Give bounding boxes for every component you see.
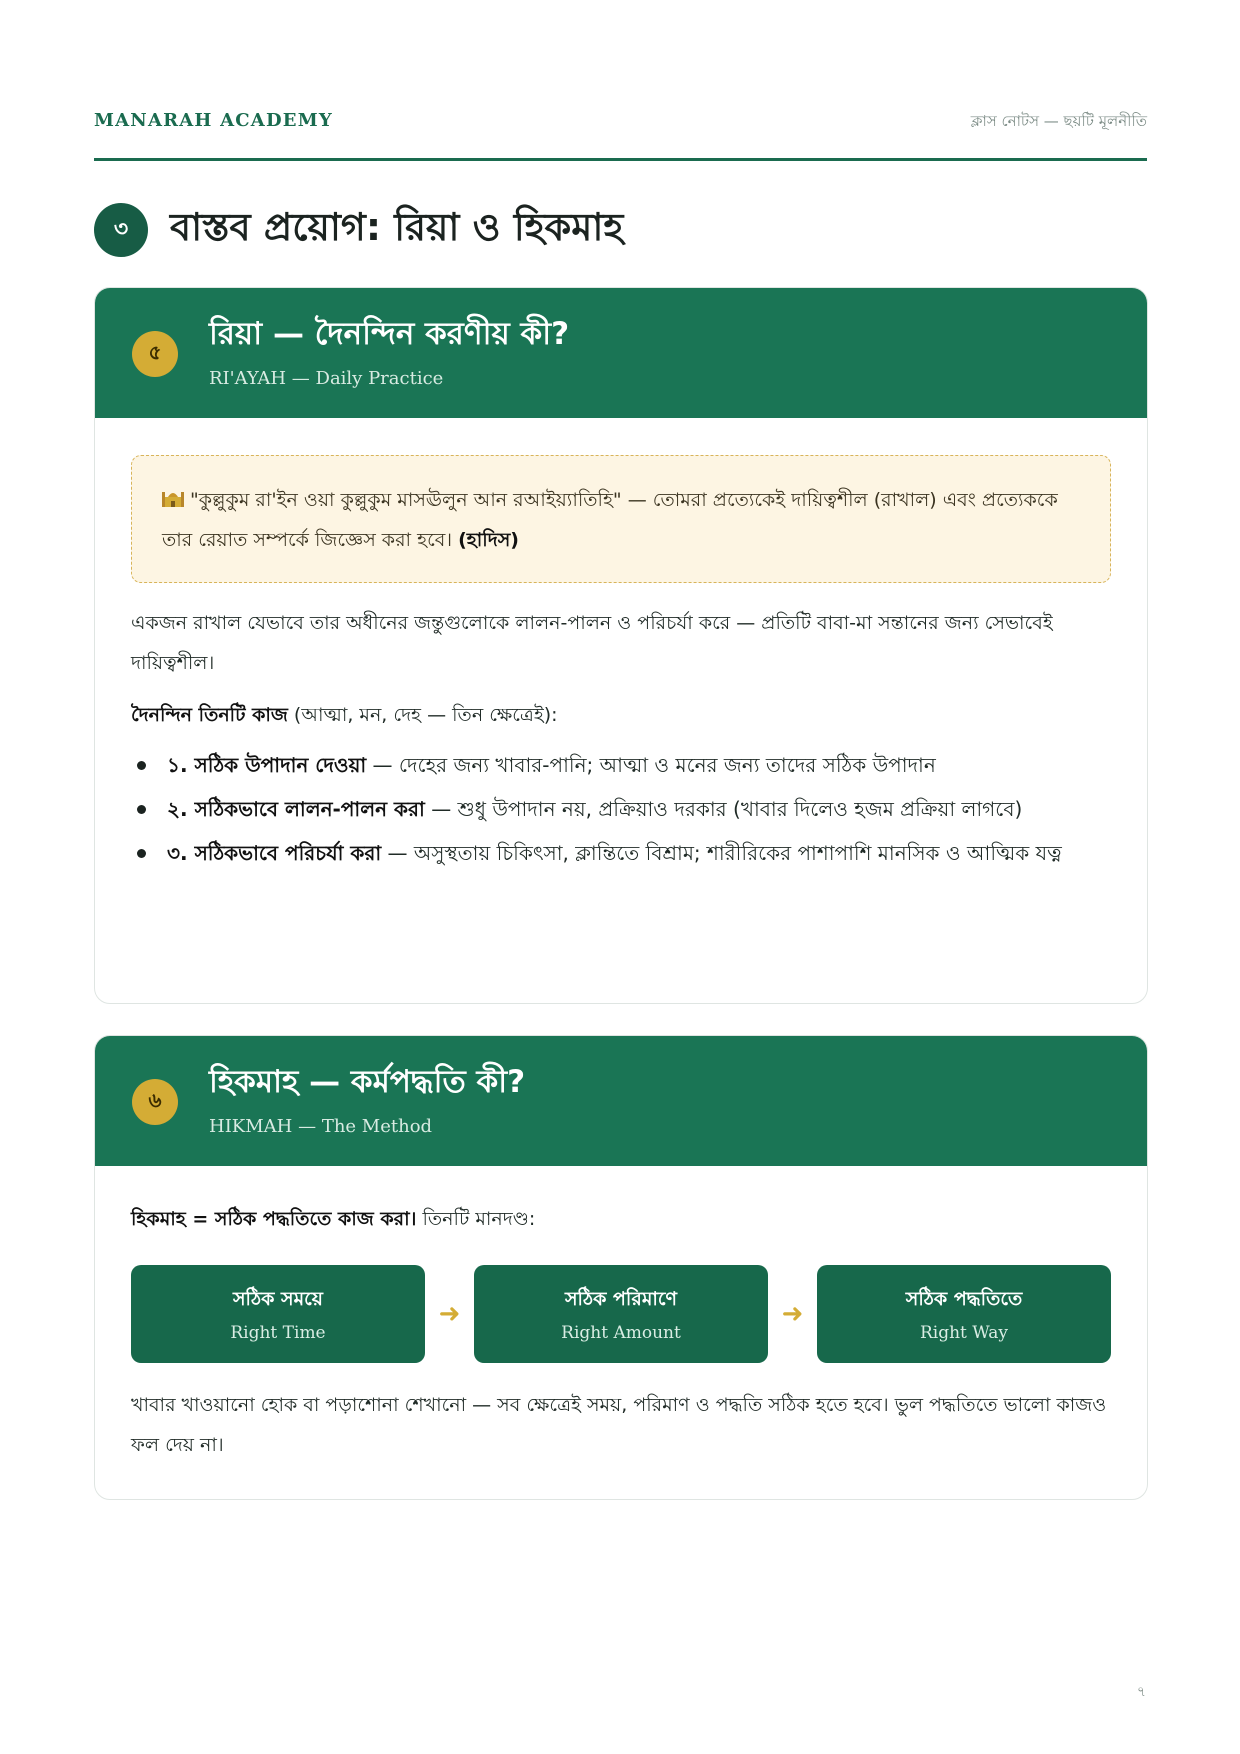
list-item — [131, 743, 1111, 787]
riayah-card — [94, 287, 1148, 1004]
header-doc-title: ক্লাস নোটস — ছয়টি মূলনীতি — [970, 112, 1147, 130]
mosque-icon — [162, 488, 184, 508]
step-right-time — [131, 1265, 425, 1363]
step-en-label: Right Amount — [561, 1323, 681, 1343]
page-number: ৭ — [1136, 1684, 1146, 1700]
riayah-number-badge: ৫ — [132, 331, 178, 377]
section-title: বাস্তব প্রয়োগ: রিয়া ও হিকমাহ — [170, 205, 624, 249]
riayah-paragraph: একজন রাখাল যেভাবে তার অধীনের জন্তুগুলোকে লালন-পালন ও পরিচর্যা করে — প্রতিটি বাবা-মা সন্তানের জন্য সেভাবেই দায়িত্বশীল। — [131, 612, 1053, 674]
hikmah-card-header — [95, 1036, 1147, 1166]
riayah-subtitle: RI'AYAH — Daily Practice — [209, 368, 444, 389]
hikmah-number-badge: ৬ — [132, 1079, 178, 1125]
hikmah-card-body — [95, 1166, 1147, 1465]
hikmah-subtitle: HIKMAH — The Method — [209, 1116, 433, 1137]
task-bold: ৩. সঠিকভাবে পরিচর্যা করা — [167, 841, 382, 865]
riayah-card-body — [95, 418, 1147, 875]
step-en-label: Right Way — [919, 1323, 1009, 1343]
hikmah-intro-rest: তিনটি মানদণ্ড: — [416, 1208, 536, 1230]
task-rest: — দেহের জন্য খাবার-পানি; আত্মা ও মনের জন্য তাদের সঠিক উপাদান — [366, 753, 936, 777]
hadith-text: "কুল্লুকুম রা'ইন ওয়া কুল্লুকুম মাসঊলুন আন রআইয়্যাতিহি" — তোমরা প্রত্যেকেই দায়িত্বশীল (রাখাল) এবং প্রত্যেককে তার রেয়াত সম্পর্কে জিজ্ঞেস করা হবে। — [162, 489, 1058, 551]
hikmah-card — [94, 1035, 1148, 1500]
hikmah-intro — [131, 1199, 1111, 1239]
tasks-intro — [131, 695, 1111, 735]
hadith-note — [131, 455, 1111, 583]
arrow-right-icon: ➜ — [438, 1299, 461, 1329]
task-bold: ২. সঠিকভাবে লালন-পালন করা — [167, 797, 425, 821]
hikmah-intro-bold: হিকমাহ = সঠিক পদ্ধতিতে কাজ করা। — [131, 1208, 417, 1230]
brand-name: MANARAH ACADEMY — [94, 110, 333, 131]
task-rest: — অসুস্থতায় চিকিৎসা, ক্লান্তিতে বিশ্রাম; শারীরিকের পাশাপাশি মানসিক ও আত্মিক যত্ন — [381, 841, 1062, 865]
step-bn-label: সঠিক সময়ে — [233, 1288, 323, 1310]
arrow-right-icon: ➜ — [781, 1299, 804, 1329]
page-header — [94, 108, 1147, 161]
section-number-badge: ৩ — [94, 203, 148, 257]
riayah-card-header — [95, 288, 1147, 418]
list-item — [131, 787, 1111, 831]
section-heading — [94, 202, 623, 258]
hikmah-title: হিকমাহ — কর্মপদ্ধতি কী? — [209, 1064, 526, 1100]
task-bold: ১. সঠিক উপাদান দেওয়া — [167, 753, 367, 777]
hadith-source: (হাদিস) — [458, 529, 519, 551]
step-bn-label: সঠিক পদ্ধতিতে — [905, 1288, 1023, 1310]
hikmah-paragraph: খাবার খাওয়ানো হোক বা পড়াশোনা শেখানো — সব ক্ষেত্রেই সময়, পরিমাণ ও পদ্ধতি সঠিক হতে হবে। ভুল পদ্ধতিতে ভালো কাজও ফল দেয় না। — [131, 1394, 1107, 1456]
task-rest: — শুধু উপাদান নয়, প্রক্রিয়াও দরকার (খাবার দিলেও হজম প্রক্রিয়া লাগবে) — [424, 797, 1023, 821]
step-right-way — [817, 1265, 1111, 1363]
list-item — [131, 831, 1111, 875]
tasks-intro-rest: (আত্মা, মন, দেহ — তিন ক্ষেত্রেই): — [287, 704, 558, 726]
step-en-label: Right Time — [230, 1323, 326, 1343]
step-right-amount — [474, 1265, 768, 1363]
method-steps — [131, 1265, 1111, 1363]
tasks-intro-bold: দৈনন্দিন তিনটি কাজ — [131, 704, 288, 726]
step-bn-label: সঠিক পরিমাণে — [564, 1288, 678, 1310]
tasks-list — [131, 743, 1111, 875]
riayah-title: রিয়া — দৈনন্দিন করণীয় কী? — [209, 316, 570, 352]
